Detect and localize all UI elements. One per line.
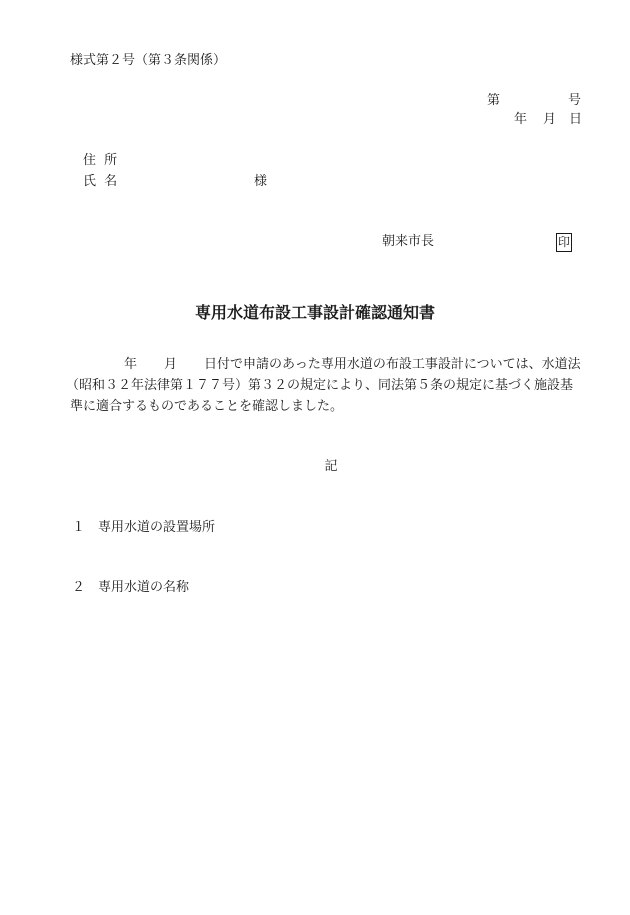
ki-heading: 記	[324, 459, 338, 474]
name-label: 氏 名	[83, 174, 120, 189]
doc-number-suffix: 号	[568, 93, 582, 108]
item-number: ２	[72, 580, 86, 595]
honorific: 様	[254, 174, 268, 189]
address-label: 住 所	[83, 153, 120, 168]
body-text-line-1: 日付で申請のあった専用水道の布設工事設計については、水道法	[204, 357, 581, 372]
seal-stamp: 印	[556, 233, 572, 252]
date-month-label: 月	[543, 112, 557, 127]
body-year-label: 年	[124, 357, 138, 372]
item-text: 専用水道の名称	[98, 580, 190, 595]
document-title: 専用水道布設工事設計確認通知書	[194, 303, 435, 322]
issuer-title: 朝来市長	[382, 234, 435, 249]
item-number: １	[72, 520, 86, 535]
date-year-label: 年	[514, 112, 528, 127]
body-month-label: 月	[164, 357, 178, 372]
form-number: 様式第２号（第３条関係）	[70, 53, 227, 68]
body-text-line-3: 準に適合するものであることを確認しました。	[70, 399, 344, 414]
date-day-label: 日	[569, 112, 583, 127]
body-text-line-2: （昭和３２年法律第１７７号）第３２の規定により、同法第５条の規定に基づく施設基	[66, 378, 574, 393]
item-text: 専用水道の設置場所	[98, 520, 216, 535]
doc-number-prefix: 第	[487, 93, 501, 108]
